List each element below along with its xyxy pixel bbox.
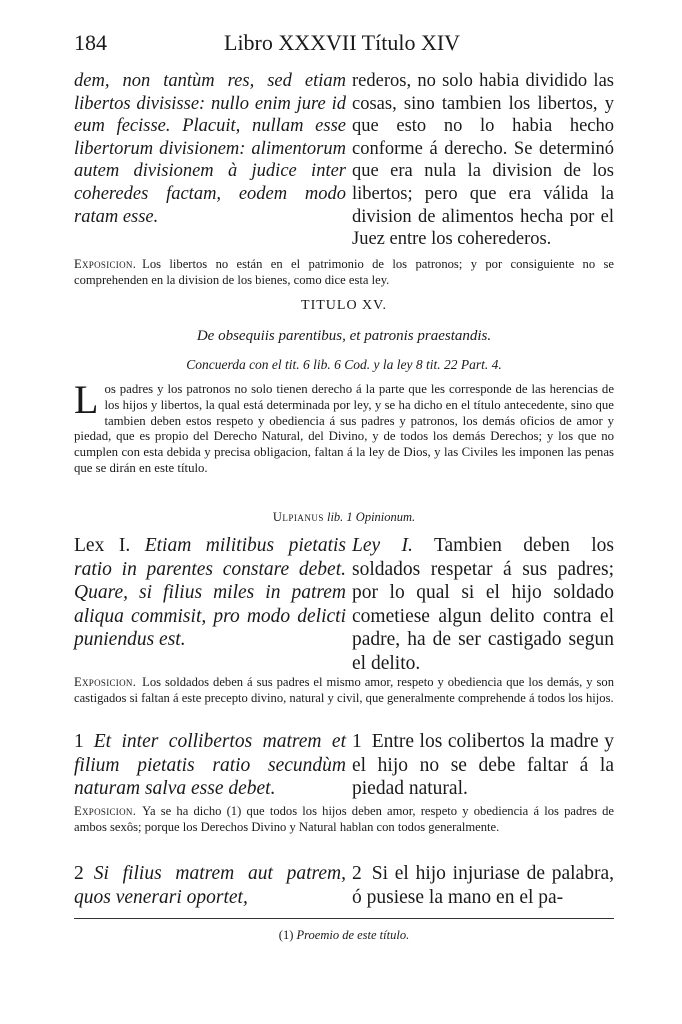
intro-text: os padres y los patronos no solo tienen derecho á la parte que les corresponde de las herencias de los hijos y libertos, la qual está determinada por ley, y se ha dicho en el título antecedente, sino que tambien deben estos respeto y obediencia á sus padres y patronos, los demás oficios de amor y piedad, que es propio del Derecho Natural, del Divino, y de todos los demás Derechos; y los que no cumplen con esta debida y precisa obligacion, faltan á la ley de Dios, y las Civiles les imponen las penas que se dirán en este título. [74, 382, 614, 475]
lex-1-spanish [352, 534, 614, 675]
exposicion-text: Ya se ha dicho (1) que todos los hijos deben amor, respeto y obediencia á los padres de ambos sexôs; porque los Derechos Divino y Natural hablan con todos generalmente. [74, 804, 614, 834]
section-1-spanish [352, 730, 614, 801]
exposicion-text: Los libertos no están en el patrimonio de los patronos; y por consiguiente no se comprehenden en la division de los bienes, como dice esta ley. [74, 257, 614, 287]
section-1-latin-text: Et inter collibertos matrem et filium pietatis ratio secundùm naturam salva esse debet. [74, 731, 346, 799]
lex-1-latin-text: Etiam militibus pietatis ratio in parentes constare debet. Quare, si filius miles in patrem aliqua commisit, pro modo delicti puniendus est. [74, 535, 346, 650]
footnote-mark: (1) [278, 928, 294, 942]
section-2-latin [74, 862, 346, 909]
lex-1-spanish-text: Tambien deben los soldados respetar á sus padres; por lo qual si el hijo soldado cometiese algun delito contra el padre, ha de ser castigado segun el delito. [352, 535, 615, 674]
exposicion-label: Exposicion. [74, 804, 137, 818]
footnote-divider [74, 918, 614, 919]
titulo-subtitle: De obsequiis parentibus, et patronis praestandis. [196, 328, 492, 344]
lex-1-latin [74, 534, 346, 675]
drop-cap: L [74, 377, 99, 422]
section-1-latin [74, 730, 346, 801]
exposicion-2 [74, 675, 614, 706]
section-1-number: 1 [74, 731, 84, 752]
page-number: 184 [74, 30, 107, 55]
exposicion-label: Exposicion. [74, 675, 137, 689]
block1-latin: dem, non tantùm res, sed etiam libertos divisisse: nullo enim jure id eum fecisse. Placuit, nullam esse libertorum divisionem: alimentorum autem divisionem à judice inter coheredes factam, eodem modo ratam esse. [74, 71, 346, 227]
block1 [74, 70, 614, 251]
section-2-number-es: 2 [352, 863, 362, 884]
lex-1 [74, 534, 614, 675]
block1-spanish: rederos, no solo habia dividido las cosas, sino tambien los libertos, y que esto no lo habia hecho conforme á derecho. Se determinó que era nula la division de los libertos; pero que era válida la division de alimentos hecha por el Juez entre los coherederos. [352, 71, 614, 250]
running-title: Libro XXXVII Título XIV [224, 30, 461, 55]
source-attribution [74, 510, 614, 525]
section-1-spanish-text: Entre los colibertos la madre y el hijo no se debe faltar á la piedad natural. [352, 731, 614, 799]
intro-paragraph [74, 377, 614, 477]
section-2 [74, 862, 614, 909]
exposicion-label: Exposicion. [74, 257, 137, 271]
source-author: Ulpianus [272, 510, 324, 524]
section-1 [74, 730, 614, 801]
exposicion-text: Los soldados deben á sus padres el mismo amor, respeto y obediencia que los demás, y son castigados si faltan á este precepto divino, natural y civil, que generalmente comprehende á todos los hijos. [74, 675, 614, 705]
source-reference: lib. 1 Opinionum. [326, 510, 416, 524]
titulo-heading: TITULO XV. [301, 298, 387, 313]
section-2-spanish [352, 862, 614, 909]
footnote-text: Proemio de este título. [296, 928, 410, 942]
section-2-latin-text: Si filius matrem aut patrem, quos venerari oportet, [74, 863, 346, 908]
lex-1-latin-label: Lex I. [74, 535, 131, 556]
section-1-number-es: 1 [352, 731, 362, 752]
section-2-number: 2 [74, 863, 84, 884]
section-2-spanish-text: Si el hijo injuriase de palabra, ó pusiese la mano en el pa- [352, 863, 614, 908]
lex-1-spanish-label: Ley I. [352, 535, 413, 556]
concuerda-line: Concuerda con el tit. 6 lib. 6 Cod. y la ley 8 tit. 22 Part. 4. [186, 357, 502, 372]
page-header [74, 30, 614, 62]
footnote [74, 928, 614, 943]
exposicion-1 [74, 257, 614, 288]
exposicion-3 [74, 804, 614, 835]
